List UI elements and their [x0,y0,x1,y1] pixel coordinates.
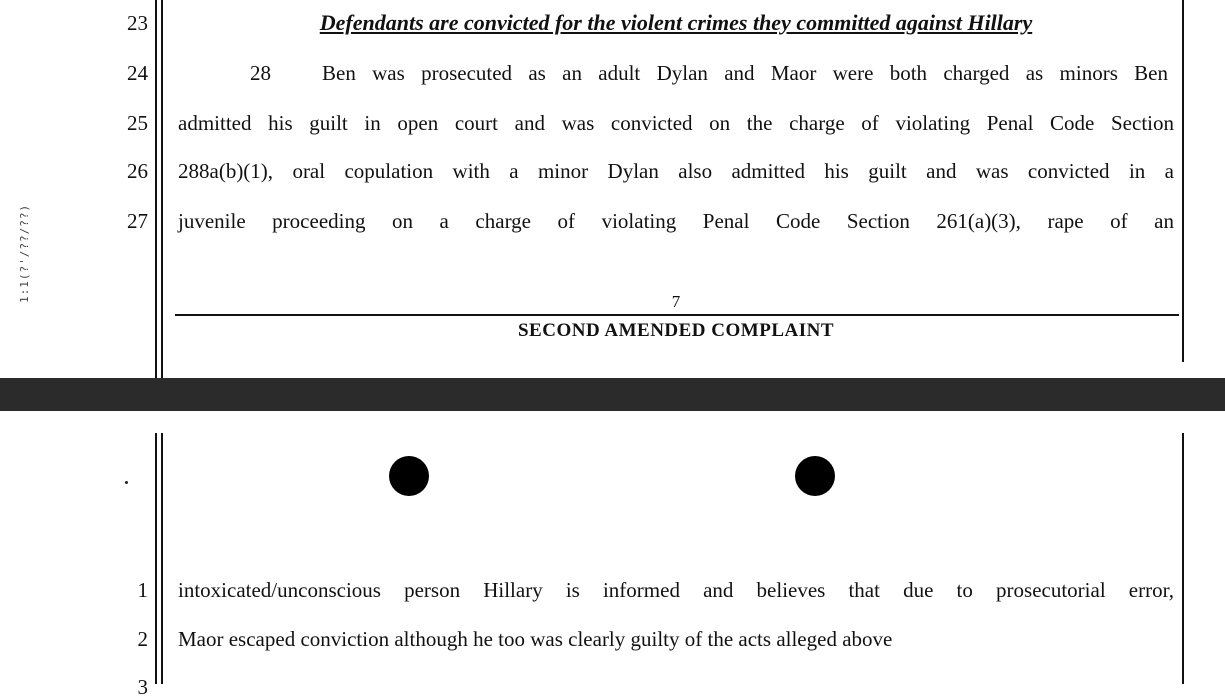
line-number-2: 2 [137,627,148,651]
paragraph-text-line: Ben was prosecuted as an adult Dylan and Maor were both charged as minors Ben [322,61,1168,85]
line-number-1: 1 [137,578,148,602]
punch-hole-right [795,456,835,496]
side-stamp: 1:1(?'/??/??) [18,203,31,303]
paragraph-number: 28 [250,61,271,85]
paragraph-line-25: admitted his guilt in open court and was convicted on the charge of violating Penal Code Section [178,111,1174,135]
line-number-25: 25 [127,111,148,135]
paragraph-line-24 [178,61,1174,85]
footer-title: SECOND AMENDED COMPLAINT [517,320,835,341]
line-number-24: 24 [127,61,148,85]
paragraph-line-2: Maor escaped conviction although he too was clearly guilty of the acts alleged above [178,627,893,651]
scan-speck [125,481,128,484]
left-margin-rule-inner [161,433,163,684]
paragraph-line-26: 288a(b)(1), oral copulation with a minor Dylan also admitted his guilt and was convicted in a [178,159,1174,183]
left-margin-rule-outer [155,433,157,684]
left-margin-rule-outer [155,0,157,378]
line-number-26: 26 [127,159,148,183]
section-heading: Defendants are convicted for the violent crimes they committed against Hillary [319,10,1033,35]
left-margin-rule-inner [161,0,163,378]
right-margin-rule [1182,0,1184,362]
punch-hole-left [389,456,429,496]
line-number-3: 3 [137,675,148,699]
document-page-8 [0,411,1225,699]
paragraph-line-1: intoxicated/unconscious person Hillary is informed and believes that due to prosecutorial error, [178,578,1174,602]
line-number-27: 27 [127,209,148,233]
paragraph-line-27: juvenile proceeding on a charge of violating Penal Code Section 261(a)(3), rape of an [178,209,1174,233]
page-number: 7 [671,292,681,311]
footer-rule [175,314,1179,316]
right-margin-rule [1182,433,1184,684]
line-number-23: 23 [127,11,148,35]
page-separator [0,378,1225,411]
